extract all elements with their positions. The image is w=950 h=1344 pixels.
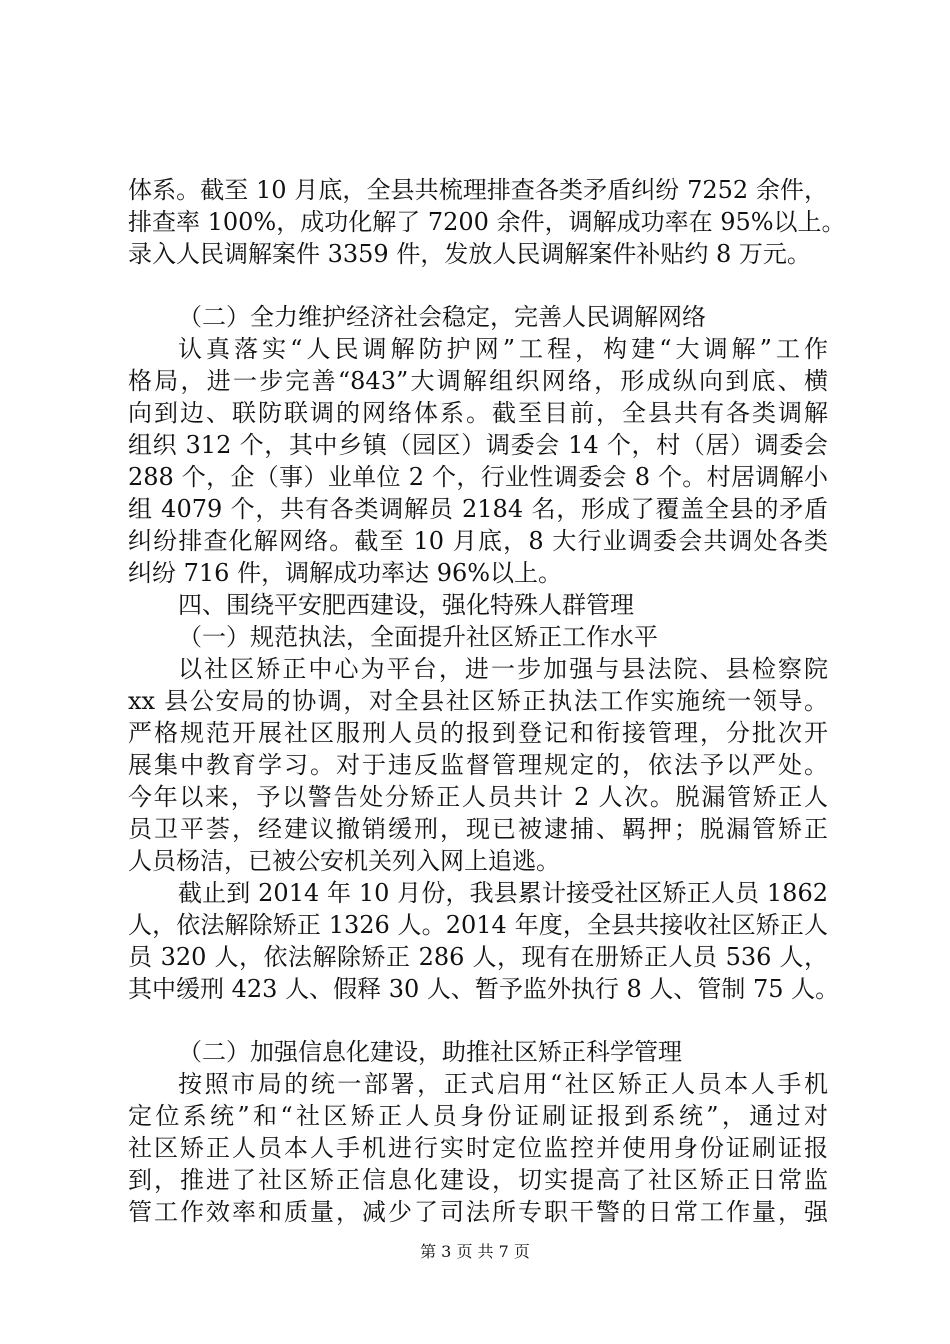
section-heading-special-groups: 四、围绕平安肥西建设，强化特殊人群管理 — [178, 591, 634, 619]
paragraph-mediation-network — [128, 333, 828, 589]
text-line: 组 4079 个，共有各类调解员 2184 名，形成了覆盖全县的矛盾 — [128, 495, 828, 523]
document-body — [128, 174, 846, 1228]
paragraph-gap — [128, 1005, 828, 1036]
text-line: 管工作效率和质量，减少了司法所专职干警的日常工作量，强 — [128, 1198, 828, 1226]
text-line: 人员杨洁，已被公安机关列入网上追逃。 — [128, 847, 560, 875]
section-heading-mediation-network: （二）全力维护经济社会稳定，完善人民调解网络 — [178, 303, 706, 331]
text-line: 格局，进一步完善“843”大调解组织网络，形成纵向到底、横 — [128, 367, 828, 395]
paragraph-informatization — [128, 1068, 828, 1228]
text-line: 到，推进了社区矫正信息化建设，切实提高了社区矫正日常监 — [128, 1166, 828, 1194]
text-line: 组织 312 个，其中乡镇（园区）调委会 14 个，村（居）调委会 — [128, 431, 828, 459]
text-line: 录入人民调解案件 3359 件，发放人民调解案件补贴约 8 万元。 — [128, 240, 811, 268]
text-line: 排查率 100%，成功化解了 7200 余件，调解成功率在 95%以上。 — [128, 208, 846, 236]
text-line: 员 320 人，依法解除矫正 286 人，现有在册矫正人员 536 人， — [128, 943, 828, 971]
text-line: xx 县公安局的协调，对全县社区矫正执法工作实施统一领导。 — [128, 687, 828, 715]
text-line: 其中缓刑 423 人、假释 30 人、暂予监外执行 8 人、管制 75 人。 — [128, 975, 840, 1003]
text-line: 人，依法解除矫正 1326 人。2014 年度，全县共接收社区矫正人 — [128, 911, 828, 939]
paragraph-correction-enforcement — [128, 653, 828, 877]
text-line: 员卫平荟，经建议撤销缓刑，现已被逮捕、羁押；脱漏管矫正 — [128, 815, 828, 843]
text-line: 今年以来，予以警告处分矫正人员共计 2 人次。脱漏管矫正人 — [128, 783, 828, 811]
paragraph-dispute-statistics — [128, 174, 846, 270]
section-heading-community-correction: （一）规范执法，全面提升社区矫正工作水平 — [178, 623, 658, 651]
text-line: 截止到 2014 年 10 月份，我县累计接受社区矫正人员 1862 — [178, 879, 828, 907]
page-number-footer: 第 3 页 共 7 页 — [420, 1242, 530, 1261]
section-heading-informatization: （二）加强信息化建设，助推社区矫正科学管理 — [178, 1038, 682, 1066]
paragraph-correction-statistics — [128, 877, 840, 1005]
paragraph-gap — [128, 270, 828, 301]
text-line: 288 个，企（事）业单位 2 个，行业性调委会 8 个。村居调解小 — [128, 463, 828, 491]
text-line: 认真落实“人民调解防护网”工程，构建“大调解”工作 — [178, 335, 828, 363]
text-line: 以社区矫正中心为平台，进一步加强与县法院、县检察院 — [178, 655, 828, 683]
text-line: 体系。截至 10 月底，全县共梳理排查各类矛盾纠纷 7252 余件， — [128, 176, 828, 204]
text-line: 纠纷 716 件，调解成功率达 96%以上。 — [128, 559, 563, 587]
text-line: 按照市局的统一部署，正式启用“社区矫正人员本人手机 — [178, 1070, 828, 1098]
text-line: 展集中教育学习。对于违反监督管理规定的，依法予以严处。 — [128, 751, 828, 779]
text-line: 社区矫正人员本人手机进行实时定位监控并使用身份证刷证报 — [128, 1134, 828, 1162]
text-line: 向到边、联防联调的网络体系。截至目前，全县共有各类调解 — [128, 399, 828, 427]
text-line: 纠纷排查化解网络。截至 10 月底，8 大行业调委会共调处各类 — [128, 527, 828, 555]
text-line: 定位系统”和“社区矫正人员身份证刷证报到系统”，通过对 — [128, 1102, 828, 1130]
text-line: 严格规范开展社区服刑人员的报到登记和衔接管理，分批次开 — [128, 719, 828, 747]
